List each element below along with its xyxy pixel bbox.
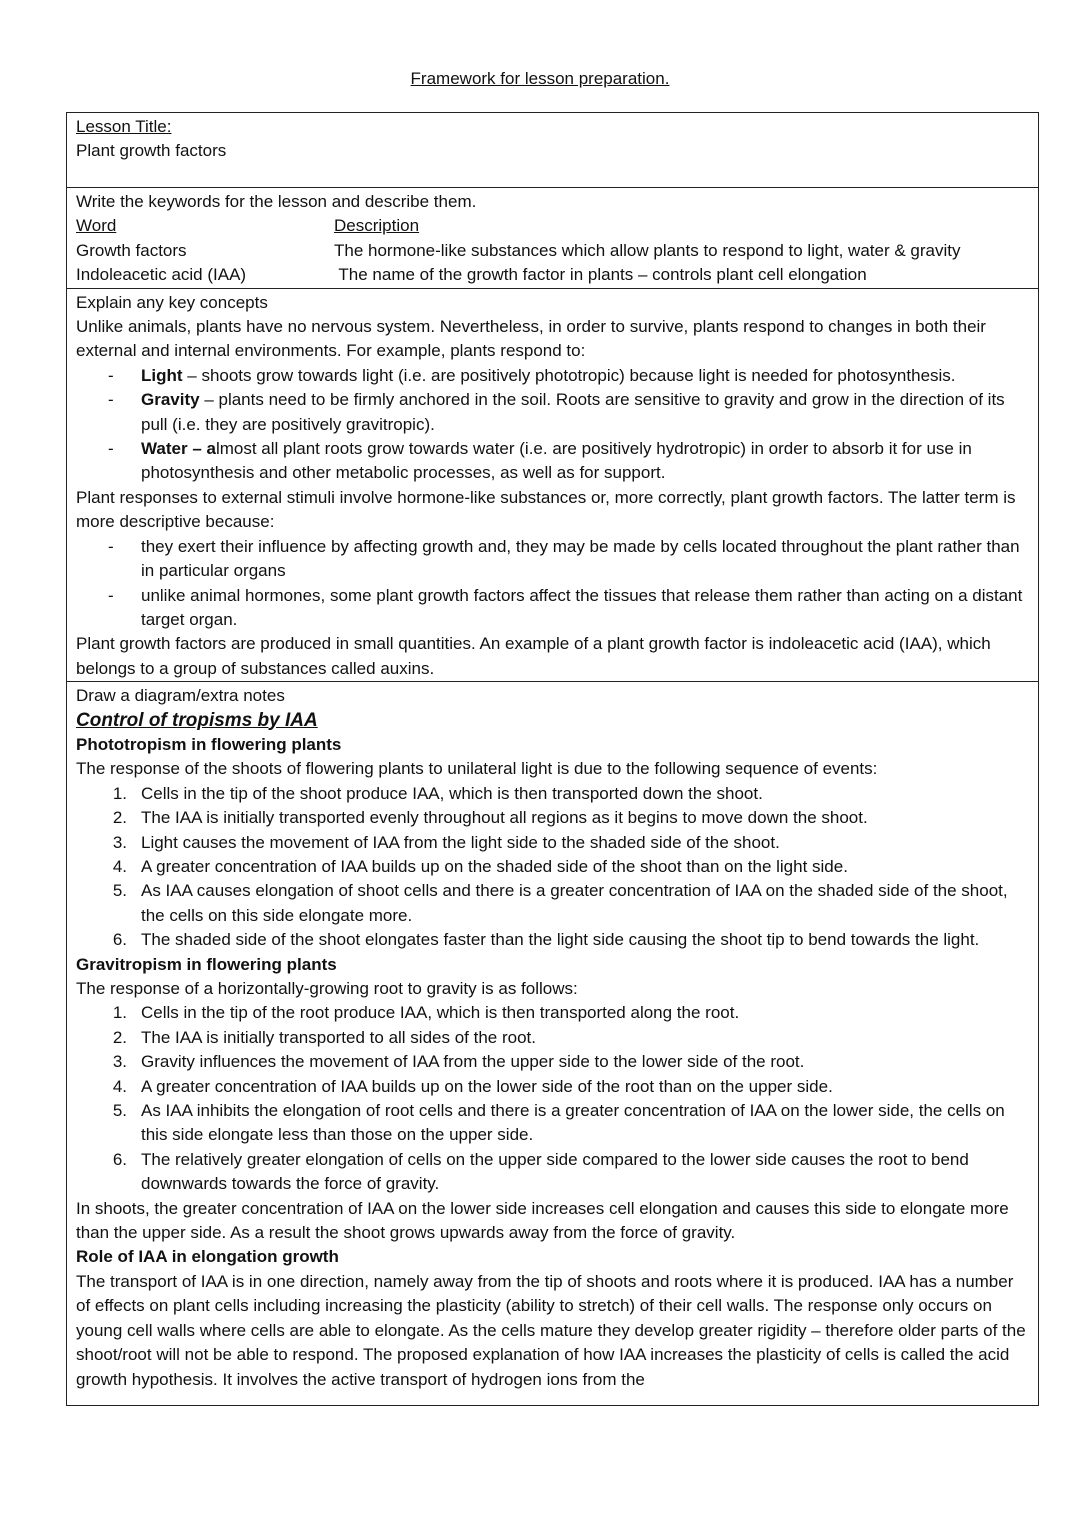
keywords-prompt: Write the keywords for the lesson and describe them.	[76, 192, 477, 211]
plant-responses-list	[76, 364, 1029, 486]
response-text: – plants need to be firmly anchored in the soil. Roots are sensitive to gravity and grow in the direction of its pull (i.e. they are positively gravitropic).	[141, 390, 1005, 434]
lesson-framework-table	[66, 112, 1039, 1406]
growth-factor-reasons-list	[76, 535, 1029, 633]
list-item: 5. As IAA causes elongation of shoot cells and there is a greater concentration of IAA on the shaded side of the shoot, the cells on this side elongate more.	[112, 881, 1008, 925]
phototropism-steps	[76, 782, 1029, 953]
keyword-word: Indoleacetic acid (IAA)	[76, 265, 247, 285]
shoots-paragraph: In shoots, the greater concentration of IAA on the lower side increases cell elongation and causes this side to elongate more than the upper side. As a result the shoot grows upwards away from the force of gravity.	[76, 1198, 1009, 1243]
iaa-role-heading: Role of IAA in elongation growth	[76, 1247, 339, 1267]
list-item: 4. A greater concentration of IAA builds up on the lower side of the root than on the upper side.	[112, 1076, 833, 1096]
list-item: 2. The IAA is initially transported evenly throughout all regions as it begins to move down the shoot.	[112, 808, 868, 828]
tropisms-title: Control of tropisms by IAA	[76, 709, 318, 731]
key-concepts-heading: Explain any key concepts	[76, 292, 268, 312]
lesson-title-section	[67, 113, 1038, 188]
phototropism-heading: Phototropism in flowering plants	[76, 734, 342, 754]
key-concepts-paragraph: Plant growth factors are produced in small quantities. An example of a plant growth factor is indoleacetic acid (IAA), which belongs to a group of substances called auxins.	[76, 634, 991, 678]
response-term: Water – a	[141, 439, 216, 459]
gravitropism-steps	[76, 1001, 1029, 1196]
list-item: 3. Gravity influences the movement of IAA from the upper side to the lower side of the root.	[112, 1052, 805, 1072]
list-item: - Light – shoots grow towards light (i.e. are positively phototropic) because light is needed for photosynthesis.	[108, 365, 956, 385]
list-item: 5. As IAA inhibits the elongation of root cells and there is a greater concentration of IAA on the lower side, the cells on this side elongate less than those on the upper side.	[112, 1101, 1005, 1145]
response-term: Light	[141, 365, 183, 385]
list-item: 1. Cells in the tip of the root produce IAA, which is then transported along the root.	[112, 1003, 740, 1023]
response-term: Gravity	[141, 390, 200, 410]
list-item: 3. Light causes the movement of IAA from the light side to the shaded side of the shoot.	[112, 832, 780, 852]
list-item: - unlike animal hormones, some plant growth factors affect the tissues that release them rather than acting on a distant target organ.	[108, 585, 1023, 629]
list-item: 1. Cells in the tip of the shoot produce IAA, which is then transported down the shoot.	[112, 783, 763, 803]
response-text: – shoots grow towards light (i.e. are positively phototropic) because light is needed for photosynthesis.	[182, 365, 956, 385]
gravitropism-heading: Gravitropism in flowering plants	[76, 954, 337, 974]
gravitropism-intro: The response of a horizontally-growing root to gravity is as follows:	[76, 979, 578, 998]
list-item: - they exert their influence by affecting growth and, they may be made by cells located throughout the plant rather than in particular organs	[108, 536, 1020, 581]
keywords-header-row	[76, 214, 1029, 238]
keyword-description: The hormone-like substances which allow plants to respond to light, water & gravity	[334, 240, 961, 260]
keyword-word: Growth factors	[76, 240, 187, 260]
list-item: - Gravity – plants need to be firmly anchored in the soil. Roots are sensitive to gravity and grow in the direction of its pull (i.e. they are positively gravitropic).	[108, 390, 1005, 434]
keyword-description: The name of the growth factor in plants – controls plant cell elongation	[334, 265, 867, 285]
response-text: lmost all plant roots grow towards water (i.e. are positively hydrotropic) in order to absorb it for use in photosynthesis and other metabolic processes, as well as for support.	[141, 439, 972, 483]
lesson-title-value: Plant growth factors	[76, 141, 227, 161]
keyword-row	[76, 263, 1029, 287]
list-item: 6. The shaded side of the shoot elongates faster than the light side causing the shoot tip to bend towards the light.	[112, 930, 980, 950]
list-item: 6. The relatively greater elongation of cells on the upper side compared to the lower side causes the root to bend downwards towards the force of gravity.	[112, 1149, 969, 1194]
key-concepts-paragraph: Plant responses to external stimuli involve hormone-like substances or, more correctly, plant growth factors. The latter term is more descriptive because:	[76, 487, 1016, 532]
notes-section	[67, 682, 1038, 1392]
key-concepts-section	[67, 289, 1038, 683]
list-item: 4. A greater concentration of IAA builds up on the shaded side of the shoot than on the light side.	[112, 856, 848, 876]
iaa-role-paragraph: The transport of IAA is in one direction, namely away from the tip of shoots and roots where it is produced. IAA has a number of effects on plant cells including increasing the plasticity (ability to stretch) of their cell walls. The response only occurs on young cell walls where cells are able to elongate. As the cells mature they develop greater rigidity – therefore older parts of the shoot/root will not be able to respond. The proposed explanation of how IAA increases the plasticity of cells is called the acid growth hypothesis. It involves the active transport of hydrogen ions from the	[76, 1271, 1026, 1389]
list-item: 2. The IAA is initially transported to all sides of the root.	[112, 1027, 536, 1047]
keyword-row	[76, 239, 1029, 263]
notes-heading: Draw a diagram/extra notes	[76, 686, 285, 706]
phototropism-intro: The response of the shoots of flowering plants to unilateral light is due to the following sequence of events:	[76, 759, 878, 779]
lesson-title-label: Lesson Title:	[76, 117, 172, 136]
list-item: - Water – almost all plant roots grow towards water (i.e. are positively hydrotropic) in order to absorb it for use in photosynthesis and other metabolic processes, as well as for support.	[108, 439, 972, 483]
keywords-col-word: Word	[76, 216, 117, 236]
key-concepts-intro: Unlike animals, plants have no nervous system. Nevertheless, in order to survive, plants respond to changes in both their external and internal environments. For example, plants respond to:	[76, 317, 986, 361]
keywords-col-description: Description	[334, 216, 420, 236]
page-title: Framework for lesson preparation.	[410, 69, 670, 88]
keywords-section	[67, 188, 1038, 289]
